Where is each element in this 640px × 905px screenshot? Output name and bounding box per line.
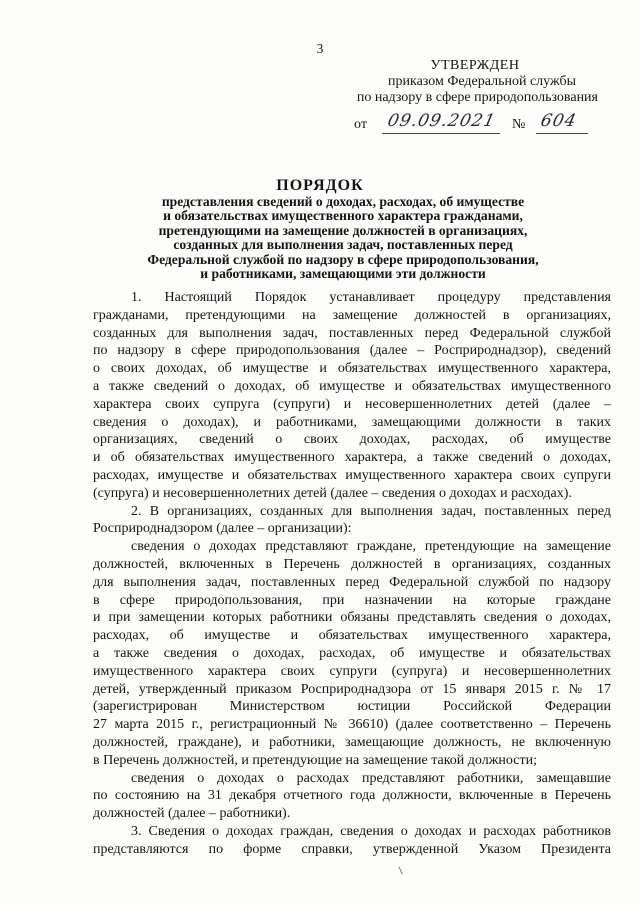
date-label: от: [354, 117, 367, 132]
document-title: ПОРЯДОК: [276, 177, 364, 194]
body-line: должностей, включенных в Перечень должностей в организациях, созданных: [93, 556, 611, 572]
subtitle-line: и работниками, замещающими эти должности: [200, 266, 486, 282]
document-body: [93, 289, 611, 859]
body-line: должностей (далее – работники).: [93, 806, 291, 822]
body-line: сведения о доходах о расходах представляют работники, замещавшие: [131, 770, 611, 786]
approval-title: УТВЕРЖДЕН: [430, 58, 520, 73]
body-line: сведения о доходах), и работниками, замещающими должности в таких: [93, 414, 611, 430]
body-line: гражданами, претендующими на замещение должностей в организациях,: [93, 307, 611, 323]
body-line: в Перечень должностей, и претендующие на замещение такой должности;: [93, 752, 537, 768]
body-line: представляются по форме справки, утвержденной Указом Президента: [93, 841, 611, 857]
body-line: по надзору в сфере природопользования (далее – Росприроднадзор), сведений: [93, 343, 611, 359]
subtitle-line: претендующими на замещение должностей в организациях,: [158, 222, 528, 238]
body-line: Росприроднадзором (далее – организации):: [93, 521, 352, 537]
subtitle-line: Федеральной службой по надзору в сфере природопользования,: [147, 251, 539, 267]
approval-line-1: приказом Федеральной службы: [388, 74, 576, 89]
body-line: 27 марта 2015 г., регистрационный № 36610) (далее соответственно – Перечень: [93, 717, 611, 733]
page-number: 3: [316, 41, 324, 56]
body-line: характера своих супруга (супруги) и несовершеннолетних детей (далее –: [93, 396, 611, 412]
body-line: детей, утвержденный приказом Росприроднадзора от 15 января 2015 г. № 17: [93, 681, 611, 697]
body-line: (супруга) и несовершеннолетних детей (далее – сведения о доходах и расходах).: [93, 485, 572, 501]
order-date-number: [350, 111, 590, 137]
number-label: №: [512, 117, 526, 132]
body-line: расходах, об имуществе и обязательствах имущественного характера,: [93, 628, 611, 644]
body-line: о своих доходах, об имуществе и обязательствах имущественного характера,: [93, 361, 611, 377]
body-line: для выполнения задач, поставленных перед Федеральной службой по надзору: [93, 574, 611, 590]
scan-mark: [398, 866, 404, 875]
body-line: по состоянию на 31 декабря отчетного года должности, включенные в Перечень: [93, 788, 611, 804]
body-line: 2. В организациях, созданных для выполнения задач, поставленных перед: [131, 503, 611, 519]
body-line: сведения о доходах представляют граждане, претендующие на замещение: [131, 539, 611, 555]
subtitle-line: и обязательствах имущественного характера гражданами,: [163, 208, 523, 224]
subtitle-line: созданных для выполнения задач, поставленных перед: [173, 237, 513, 253]
body-line: созданных для выполнения задач, поставленных перед Федеральной службой: [93, 325, 611, 341]
body-line: а также сведений о доходах, об имуществе и обязательствах имущественного: [93, 378, 611, 394]
body-line: должностей, граждане), и работники, замещающие должность, не включенную: [93, 734, 611, 750]
number-handwritten: 604: [538, 111, 579, 131]
subtitle-line: представления сведений о доходах, расходах, об имуществе: [161, 194, 525, 209]
approval-stamp: [318, 58, 598, 106]
body-line: и об обязательствах имущественного характера, а также сведений о доходах,: [93, 450, 611, 466]
approval-line-2: по надзору в сфере природопользования: [356, 90, 598, 105]
date-underline: [382, 133, 500, 134]
body-line: в сфере природопользования, при назначении на которые граждане: [93, 592, 611, 608]
body-line: 3. Сведения о доходах граждан, сведения о доходах и расходах работников: [131, 823, 611, 839]
body-line: (зарегистрирован Министерством юстиции Российской Федерации: [93, 699, 611, 715]
body-line: организациях, сведений о своих доходах, расходах, об имуществе: [93, 432, 611, 448]
body-line: и при замещении которых работники обязаны представлять сведения о доходах,: [93, 610, 611, 626]
number-underline: [536, 133, 588, 134]
body-line: расходах, имуществе и обязательствах имущественного характера своих супруги: [93, 467, 611, 483]
body-line: имущественного характера своих супруги (супруга) и несовершеннолетних: [93, 663, 611, 679]
date-handwritten: 09.09.2021: [385, 111, 498, 131]
body-line: 1. Настоящий Порядок устанавливает процедуру представления: [131, 290, 611, 305]
document-subtitle: [118, 195, 568, 281]
body-line: а также сведения о доходах, расходах, об имуществе и обязательствах: [93, 645, 611, 661]
